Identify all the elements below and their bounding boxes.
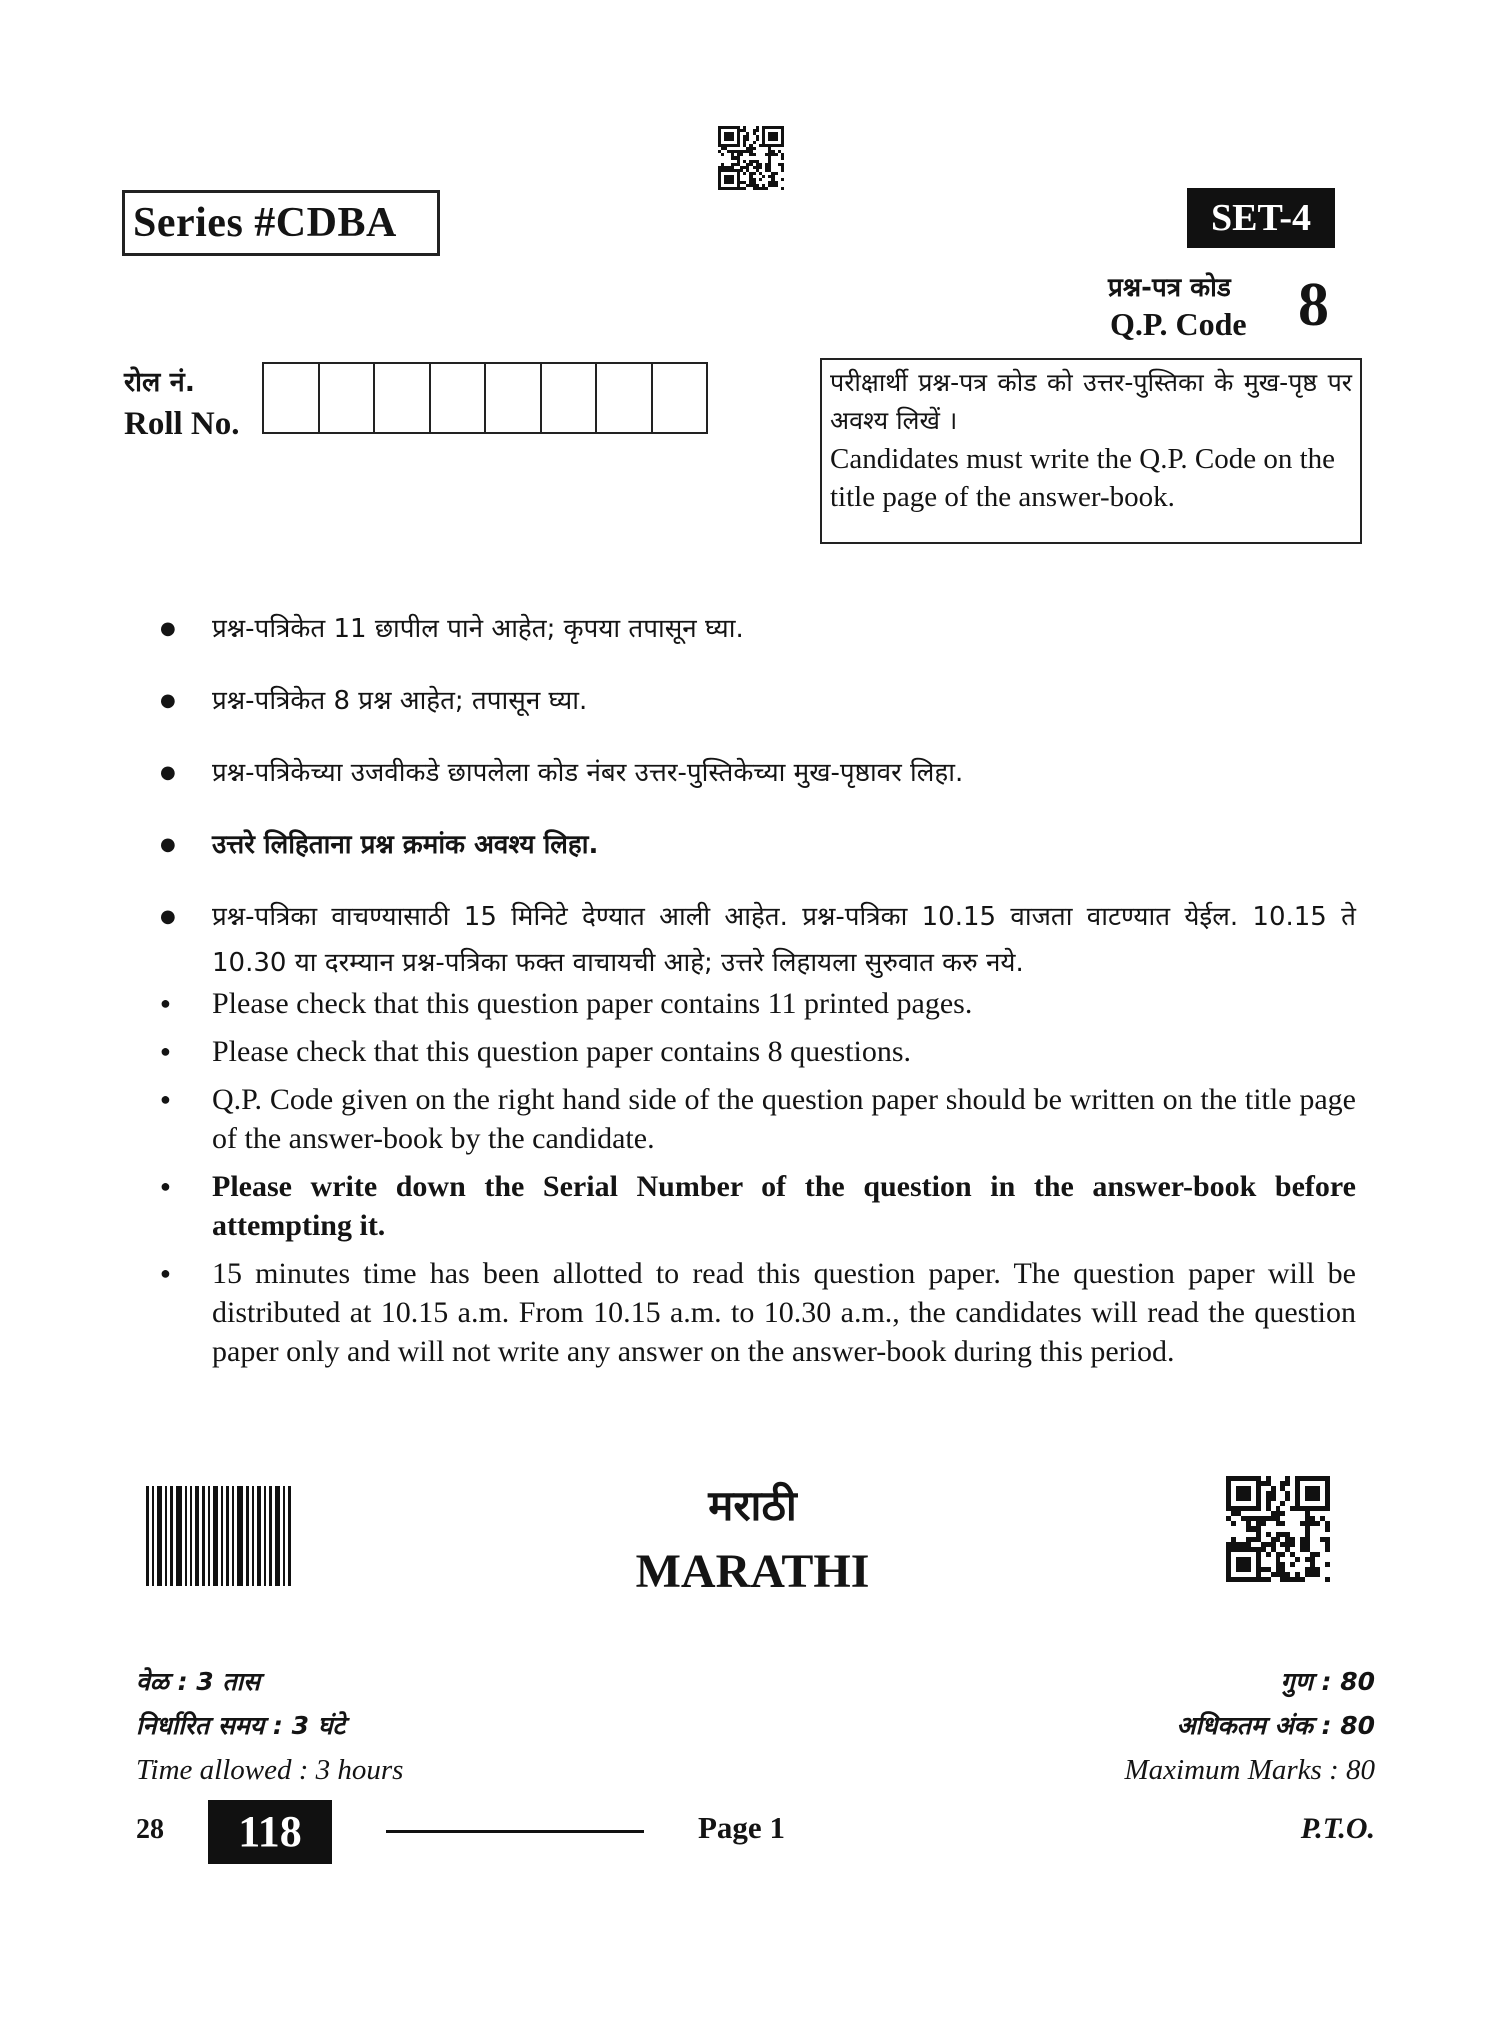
- instruction-en-item: ● Please check that this question paper contains 11 printed pages.: [158, 984, 1356, 1023]
- instruction-mr-item: ● प्रश्न-पत्रिकेच्या उजवीकडे छापलेला कोड नंबर उत्तर-पुस्तिकेच्या मुख-पृष्ठावर लिहा.: [158, 750, 1356, 796]
- roll-digit-box[interactable]: [375, 364, 431, 432]
- roll-number-boxes[interactable]: [262, 362, 708, 434]
- qp-code-value: 8: [1298, 271, 1329, 339]
- roll-digit-box[interactable]: [542, 364, 598, 432]
- instruction-en-item: ● Please write down the Serial Number of the question in the answer-book before attempting it.: [158, 1167, 1356, 1245]
- instruction-mr-item: ● प्रश्न-पत्रिकेत 11 छापील पाने आहेत; कृपया तपासून घ्या.: [158, 606, 1356, 652]
- page-number: Page 1: [698, 1810, 785, 1845]
- roll-digit-box[interactable]: [486, 364, 542, 432]
- roll-digit-box[interactable]: [597, 364, 653, 432]
- notice-english: Candidates must write the Q.P. Code on the title page of the answer-book.: [830, 443, 1336, 513]
- time-allowed-block: [136, 1660, 403, 1792]
- roll-label-hindi: रोल नं.: [124, 367, 195, 398]
- roll-digit-box[interactable]: [264, 364, 320, 432]
- roll-digit-box[interactable]: [320, 364, 376, 432]
- instructions-english: [158, 984, 1356, 1380]
- footer-number: 28: [136, 1814, 164, 1845]
- marks-marathi: गुण : 80: [1280, 1667, 1375, 1696]
- instruction-mr-item: ● उत्तरे लिहिताना प्रश्न क्रमांक अवश्य लिहा.: [158, 822, 1356, 868]
- footer-rule: [386, 1830, 644, 1833]
- pto-label: P.T.O.: [1300, 1812, 1375, 1845]
- set-badge: SET-4: [1187, 188, 1335, 248]
- qp-code-label: Q.P. Code: [1110, 306, 1247, 342]
- subject-title-marathi: मराठी: [708, 1481, 797, 1530]
- roll-label: Roll No.: [124, 406, 240, 442]
- subject-code-badge: 118: [208, 1800, 332, 1864]
- qr-code-top: [718, 126, 784, 190]
- instructions-marathi: [158, 606, 1356, 1012]
- instruction-en-item: ● 15 minutes time has been allotted to read this question paper. The question paper will be distributed at 10.15 a.m. From 10.15 a.m. to 10.30 a.m., the candidates will read the question paper only and will not write any answer on the answer-book during this period.: [158, 1254, 1356, 1371]
- qr-code-bottom: [1226, 1476, 1330, 1582]
- instruction-en-item: ● Q.P. Code given on the right hand side of the question paper should be written on the title page of the answer-book by the candidate.: [158, 1080, 1356, 1158]
- max-marks-block: [1125, 1660, 1375, 1792]
- instruction-mr-item: ● प्रश्न-पत्रिकेत 8 प्रश्न आहेत; तपासून घ्या.: [158, 678, 1356, 724]
- marks-hindi: अधिकतम अंक : 80: [1176, 1711, 1375, 1740]
- roll-digit-box[interactable]: [653, 364, 707, 432]
- instruction-en-item: ● Please check that this question paper contains 8 questions.: [158, 1032, 1356, 1071]
- time-hindi: निर्धारित समय : 3 घंटे: [136, 1711, 346, 1740]
- marks-english: Maximum Marks : 80: [1124, 1754, 1375, 1786]
- notice-hindi: परीक्षार्थी प्रश्न-पत्र कोड को उत्तर-पुस्तिका के मुख-पृष्ठ पर अवश्य लिखें ।: [830, 368, 1352, 435]
- roll-digit-box[interactable]: [431, 364, 487, 432]
- qp-code-notice-box: [820, 358, 1362, 544]
- qp-code-label-hindi: प्रश्न-पत्र कोड: [1108, 273, 1231, 303]
- time-english: Time allowed : 3 hours: [136, 1754, 404, 1786]
- time-marathi: वेळ : 3 तास: [136, 1667, 261, 1696]
- subject-title: MARATHI: [635, 1545, 870, 1598]
- series-label: Series #CDBA: [122, 190, 440, 256]
- instruction-mr-item: ● प्रश्न-पत्रिका वाचण्यासाठी 15 मिनिटे देण्यात आली आहेत. प्रश्न-पत्रिका 10.15 वाजता वाटण्यात येईल. 10.15 ते 10.30 या दरम्यान प्रश्न-पत्रिका फक्त वाचायची आहे; उत्तरे लिहायला सुरुवात करु नये.: [158, 894, 1356, 986]
